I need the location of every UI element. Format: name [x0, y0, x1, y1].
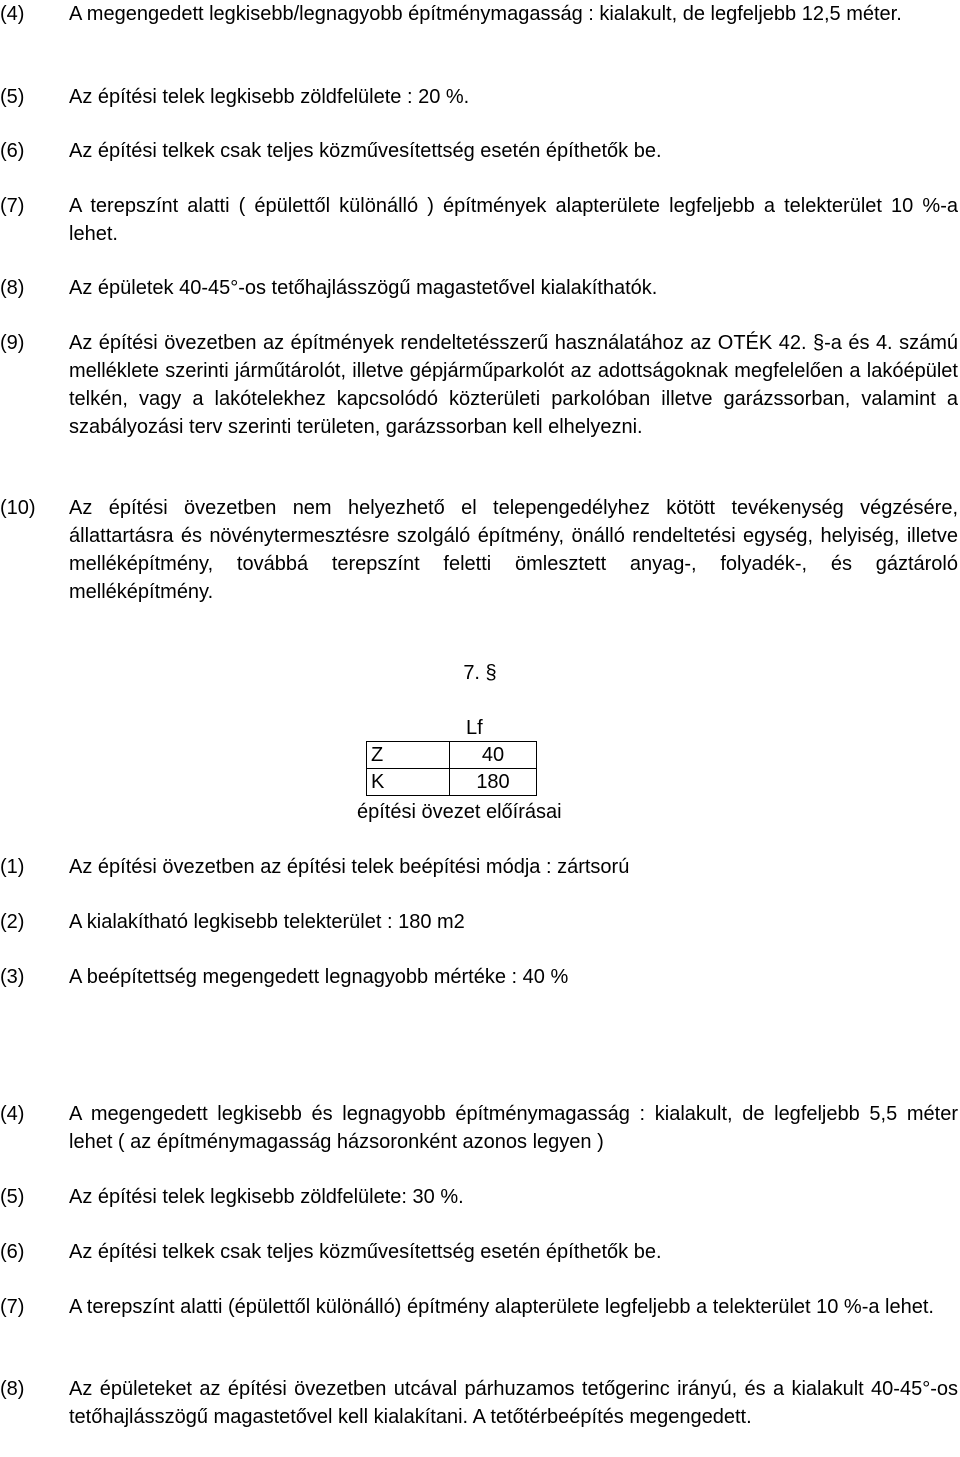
- paragraph-number: (9): [0, 332, 25, 354]
- paragraph-number: (4): [0, 3, 25, 25]
- paragraph-a5: [0, 83, 958, 111]
- paragraph-b6: [0, 1238, 958, 1266]
- paragraph-a8: [0, 274, 958, 302]
- paragraph-text: Az építési övezetben nem helyezhető el telepengedélyhez kötött tevékenység végzésére, állattartásra és növénytermesztésre szolgáló építmény, önálló rendeltetési egység, helyiség, illetve melléképítmény, továbbá terepszínt feletti ömlesztett anyag-, folyadék-, és gáztároló melléképítmény.: [69, 497, 958, 603]
- paragraph-a7: [0, 192, 958, 248]
- table-cell-key: K: [367, 769, 450, 796]
- paragraph-number: (6): [0, 1241, 25, 1263]
- paragraph-text: A terepszínt alatti (épülettől különálló) építmény alapterülete legfeljebb a telekterület 10 %-a lehet.: [69, 1296, 934, 1318]
- paragraph-text: Az építési telkek csak teljes közművesítettség esetén építhetők be.: [69, 140, 662, 162]
- paragraph-b4: [0, 1100, 958, 1156]
- paragraph-number: (8): [0, 1378, 25, 1400]
- table-cell-value: 40: [450, 742, 537, 769]
- paragraph-text: Az építési telkek csak teljes közművesítettség esetén építhetők be.: [69, 1241, 662, 1263]
- paragraph-text: Az építési telek legkisebb zöldfelülete: 30 %.: [69, 1186, 464, 1208]
- paragraph-b7: [0, 1293, 958, 1321]
- paragraph-number: (4): [0, 1103, 25, 1125]
- table-row: [367, 769, 537, 796]
- paragraph-a6: [0, 137, 958, 165]
- zone-caption: építési övezet előírásai: [357, 801, 562, 823]
- paragraph-number: (8): [0, 277, 25, 299]
- paragraph-number: (7): [0, 1296, 25, 1318]
- paragraph-number: (3): [0, 966, 25, 988]
- paragraph-number: (1): [0, 856, 25, 878]
- paragraph-a4: [0, 0, 958, 28]
- paragraph-text: A kialakítható legkisebb telekterület : 180 m2: [69, 911, 465, 933]
- table-row: [367, 742, 537, 769]
- paragraph-text: A megengedett legkisebb/legnagyobb építménymagasság : kialakult, de legfeljebb 12,5 méter.: [69, 3, 902, 25]
- table-cell-key: Z: [367, 742, 450, 769]
- paragraph-number: (5): [0, 1186, 25, 1208]
- zone-parameters-table: [366, 741, 537, 796]
- zone-code: Lf: [466, 717, 483, 739]
- paragraph-number: (2): [0, 911, 25, 933]
- paragraph-a10: [0, 494, 958, 606]
- paragraph-number: (7): [0, 195, 25, 217]
- paragraph-b2: [0, 908, 958, 936]
- paragraph-b1: [0, 853, 958, 881]
- paragraph-b3: [0, 963, 958, 991]
- paragraph-text: A terepszínt alatti ( épülettől különálló ) építmények alapterülete legfeljebb a telekterület 10 %-a lehet.: [69, 195, 958, 245]
- paragraph-b8: [0, 1375, 958, 1431]
- paragraph-text: Az építési övezetben az építési telek beépítési módja : zártsorú: [69, 856, 630, 878]
- paragraph-number: (5): [0, 86, 25, 108]
- section-heading: 7. §: [463, 662, 497, 684]
- paragraph-text: Az építési telek legkisebb zöldfelülete : 20 %.: [69, 86, 470, 108]
- paragraph-text: A beépítettség megengedett legnagyobb mértéke : 40 %: [69, 966, 569, 988]
- paragraph-b5: [0, 1183, 958, 1211]
- paragraph-text: Az építési övezetben az építmények rendeltetésszerű használatához az OTÉK 42. §-a és 4. számú melléklete szerinti járműtárolót, illetve gépjárműparkolót az adottságoknak megfelelően a lakóépület telkén, vagy a lakótelekhez kapcsolódó közterületi parkolóban illetve garázssorban, valamint a szabályozási terv szerinti területen, garázssorban kell elhelyezni.: [69, 332, 958, 438]
- paragraph-number: (10): [0, 497, 36, 519]
- paragraph-text: A megengedett legkisebb és legnagyobb építménymagasság : kialakult, de legfeljebb 5,5 méter lehet ( az építménymagasság házsoronként azonos legyen ): [69, 1103, 958, 1153]
- paragraph-text: Az épületeket az építési övezetben utcával párhuzamos tetőgerinc irányú, és a kialakult 40-45°-os tetőhajlásszögű magastetővel kell kialakítani. A tetőtérbeépítés megengedett.: [69, 1378, 958, 1428]
- table-cell-value: 180: [450, 769, 537, 796]
- paragraph-number: (6): [0, 140, 25, 162]
- paragraph-a9: [0, 329, 958, 441]
- paragraph-text: Az épületek 40-45°-os tetőhajlásszögű magastetővel kialakíthatók.: [69, 277, 658, 299]
